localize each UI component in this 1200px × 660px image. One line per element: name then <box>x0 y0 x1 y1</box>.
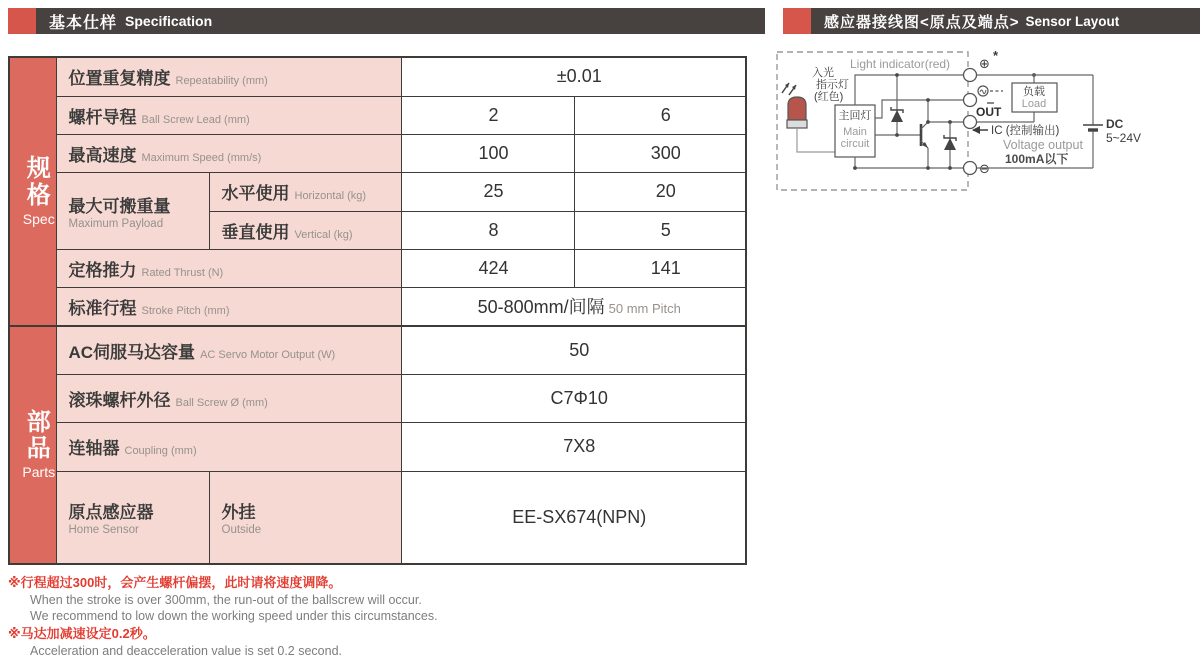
table-row <box>9 172 746 211</box>
light-indicator-en-label: Light indicator(red) <box>850 57 951 71</box>
led-icon <box>782 83 807 128</box>
horizontal-label <box>209 172 401 211</box>
load-en: Load <box>1021 98 1047 110</box>
spec-title-zh: 基本仕样 <box>49 14 118 32</box>
section-parts <box>9 326 56 564</box>
light-label-zh-1: 入光 <box>812 67 834 79</box>
table-row <box>9 134 746 172</box>
coupling-value: 7X8 <box>401 422 746 471</box>
table-row <box>9 96 746 134</box>
table-row <box>9 374 746 422</box>
main-circuit-zh: 主回灯 <box>838 110 872 122</box>
section-parts-char1: 部 <box>26 408 51 436</box>
stroke-value-main: 50-800mm/间隔 <box>477 297 605 318</box>
label-zh: 螺杆导程 <box>68 107 137 127</box>
spec-header-bar <box>8 8 765 34</box>
label-en: Vertical (kg) <box>294 228 353 241</box>
stroke-label <box>56 287 401 326</box>
label-zh: AC伺服马达容量 <box>68 342 196 362</box>
sensor-wiring-diagram <box>775 46 1200 198</box>
label-en: Ball Screw Ø (mm) <box>175 396 268 409</box>
red-accent-square <box>783 8 811 34</box>
main-circuit-en1: Main <box>843 126 867 138</box>
spec-header-title <box>36 8 765 34</box>
dc-label: DC <box>1106 117 1124 131</box>
minus-terminal-symbol: ⊖ <box>979 161 990 176</box>
label-en: Coupling (mm) <box>124 445 197 457</box>
speed-label <box>56 134 401 172</box>
section-spec-char1: 规 <box>26 155 51 183</box>
label-en: Repeatability (mm) <box>175 75 268 88</box>
thrust-value-1: 424 <box>401 249 574 287</box>
horizontal-value-1: 25 <box>401 172 574 211</box>
lead-value-1: 2 <box>401 96 574 134</box>
main-circuit-en2: circuit <box>840 138 870 150</box>
label-zh: 水平使用 <box>221 184 290 203</box>
vertical-label <box>209 211 401 249</box>
horizontal-value-2: 20 <box>574 172 746 211</box>
stroke-value-sub: 50 mm Pitch <box>608 301 681 317</box>
sensor-title-en: Sensor Layout <box>1025 13 1120 29</box>
motor-value: 50 <box>401 326 746 374</box>
vertical-value-2: 5 <box>574 211 746 249</box>
table-row <box>9 422 746 471</box>
label-zh: 外挂 <box>221 503 256 523</box>
home-sensor-value: EE-SX674(NPN) <box>401 471 746 564</box>
section-parts-en: Parts <box>22 464 56 481</box>
home-sensor-label <box>56 471 209 564</box>
table-row <box>9 57 746 96</box>
coupling-label <box>56 422 401 471</box>
home-sensor-sub-label <box>209 471 401 564</box>
zener-diode-2-icon <box>944 122 956 168</box>
table-row <box>9 326 746 374</box>
ic-label: IC (控制输出) <box>991 125 1060 137</box>
lead-label <box>56 96 401 134</box>
lamp-terminal-icon <box>978 86 1003 103</box>
footnotes <box>8 574 753 659</box>
section-parts-char2: 品 <box>26 435 51 462</box>
ballscrew-value: C7Φ10 <box>401 374 746 422</box>
label-en: Ball Screw Lead (mm) <box>141 113 250 126</box>
lead-value-2: 6 <box>574 96 746 134</box>
table-row <box>9 471 746 564</box>
label-en: Outside <box>221 524 262 537</box>
speed-value-2: 300 <box>574 134 746 172</box>
label-zh: 标准行程 <box>68 298 137 318</box>
label-en: AC Servo Motor Output (W) <box>200 348 336 361</box>
section-spec-en: Spec <box>22 210 55 227</box>
label-en: Maximum Payload <box>68 217 164 230</box>
dc-range: 5~24V <box>1106 131 1142 145</box>
sensor-title-zh: 感应器接线图<原点及端点> <box>824 13 1020 31</box>
table-row <box>9 287 746 326</box>
transistor-icon <box>921 122 928 168</box>
terminals <box>964 69 977 175</box>
speed-value-1: 100 <box>401 134 574 172</box>
red-accent-square <box>8 8 36 34</box>
section-spec-char2: 格 <box>26 181 51 209</box>
led-wire <box>797 128 835 152</box>
footnote-red-2: ※马达加减速设定0.2秒。 <box>8 625 156 641</box>
load-zh: 负载 <box>1023 86 1045 98</box>
label-zh: 连轴器 <box>68 439 120 458</box>
label-en: Stroke Pitch (mm) <box>141 304 230 317</box>
label-en: Horizontal (kg) <box>294 190 367 202</box>
motor-label <box>56 326 401 374</box>
label-en: Home Sensor <box>68 524 139 537</box>
star-mark: * <box>993 48 999 63</box>
stroke-value <box>401 287 746 326</box>
table-row <box>9 249 746 287</box>
specification-table <box>8 56 747 565</box>
spec-title-en: Specification <box>125 13 213 29</box>
repeatability-label <box>56 57 401 96</box>
battery-icon <box>1083 125 1103 130</box>
light-label-zh-3: (红色) <box>814 91 844 103</box>
sensor-header-bar <box>783 8 1200 34</box>
label-zh: 滚珠螺杆外径 <box>68 390 171 410</box>
repeatability-value: ±0.01 <box>401 57 746 96</box>
footnote-gray-3: Acceleration and deacceleration value is set 0.2 second. <box>30 643 342 658</box>
footnote-gray-1: When the stroke is over 300mm, the run-out of the ballscrew will occur. <box>30 593 422 608</box>
thrust-value-2: 141 <box>574 249 746 287</box>
light-label-zh-2: 指示灯 <box>816 79 849 91</box>
thrust-label <box>56 249 401 287</box>
sensor-header-title <box>811 8 1200 34</box>
current-limit-label: 100mA以下 <box>1005 152 1069 166</box>
label-en: Rated Thrust (N) <box>141 266 224 279</box>
plus-terminal-symbol: ⊕ <box>979 56 990 71</box>
label-zh: 原点感应器 <box>68 503 154 523</box>
footnote-red-1: ※行程超过300时，会产生螺杆偏摆，此时请将速度调降。 <box>8 575 342 590</box>
label-zh: 最高速度 <box>68 145 137 165</box>
ballscrew-label <box>56 374 401 422</box>
label-zh: 位置重复精度 <box>68 69 171 89</box>
section-spec <box>9 57 56 326</box>
label-en: Maximum Speed (mm/s) <box>141 151 262 164</box>
voltage-output-label: Voltage output <box>1003 138 1083 152</box>
vertical-value-1: 8 <box>401 211 574 249</box>
label-zh: 垂直使用 <box>221 222 290 242</box>
label-zh: 最大可搬重量 <box>68 196 171 216</box>
out-label: OUT <box>976 105 1002 119</box>
zener-diode-1-icon <box>891 75 903 135</box>
payload-label <box>56 172 209 249</box>
label-zh: 定格推力 <box>68 260 137 280</box>
footnote-gray-2: We recommend to low down the working speed under this circumstances. <box>30 609 438 624</box>
